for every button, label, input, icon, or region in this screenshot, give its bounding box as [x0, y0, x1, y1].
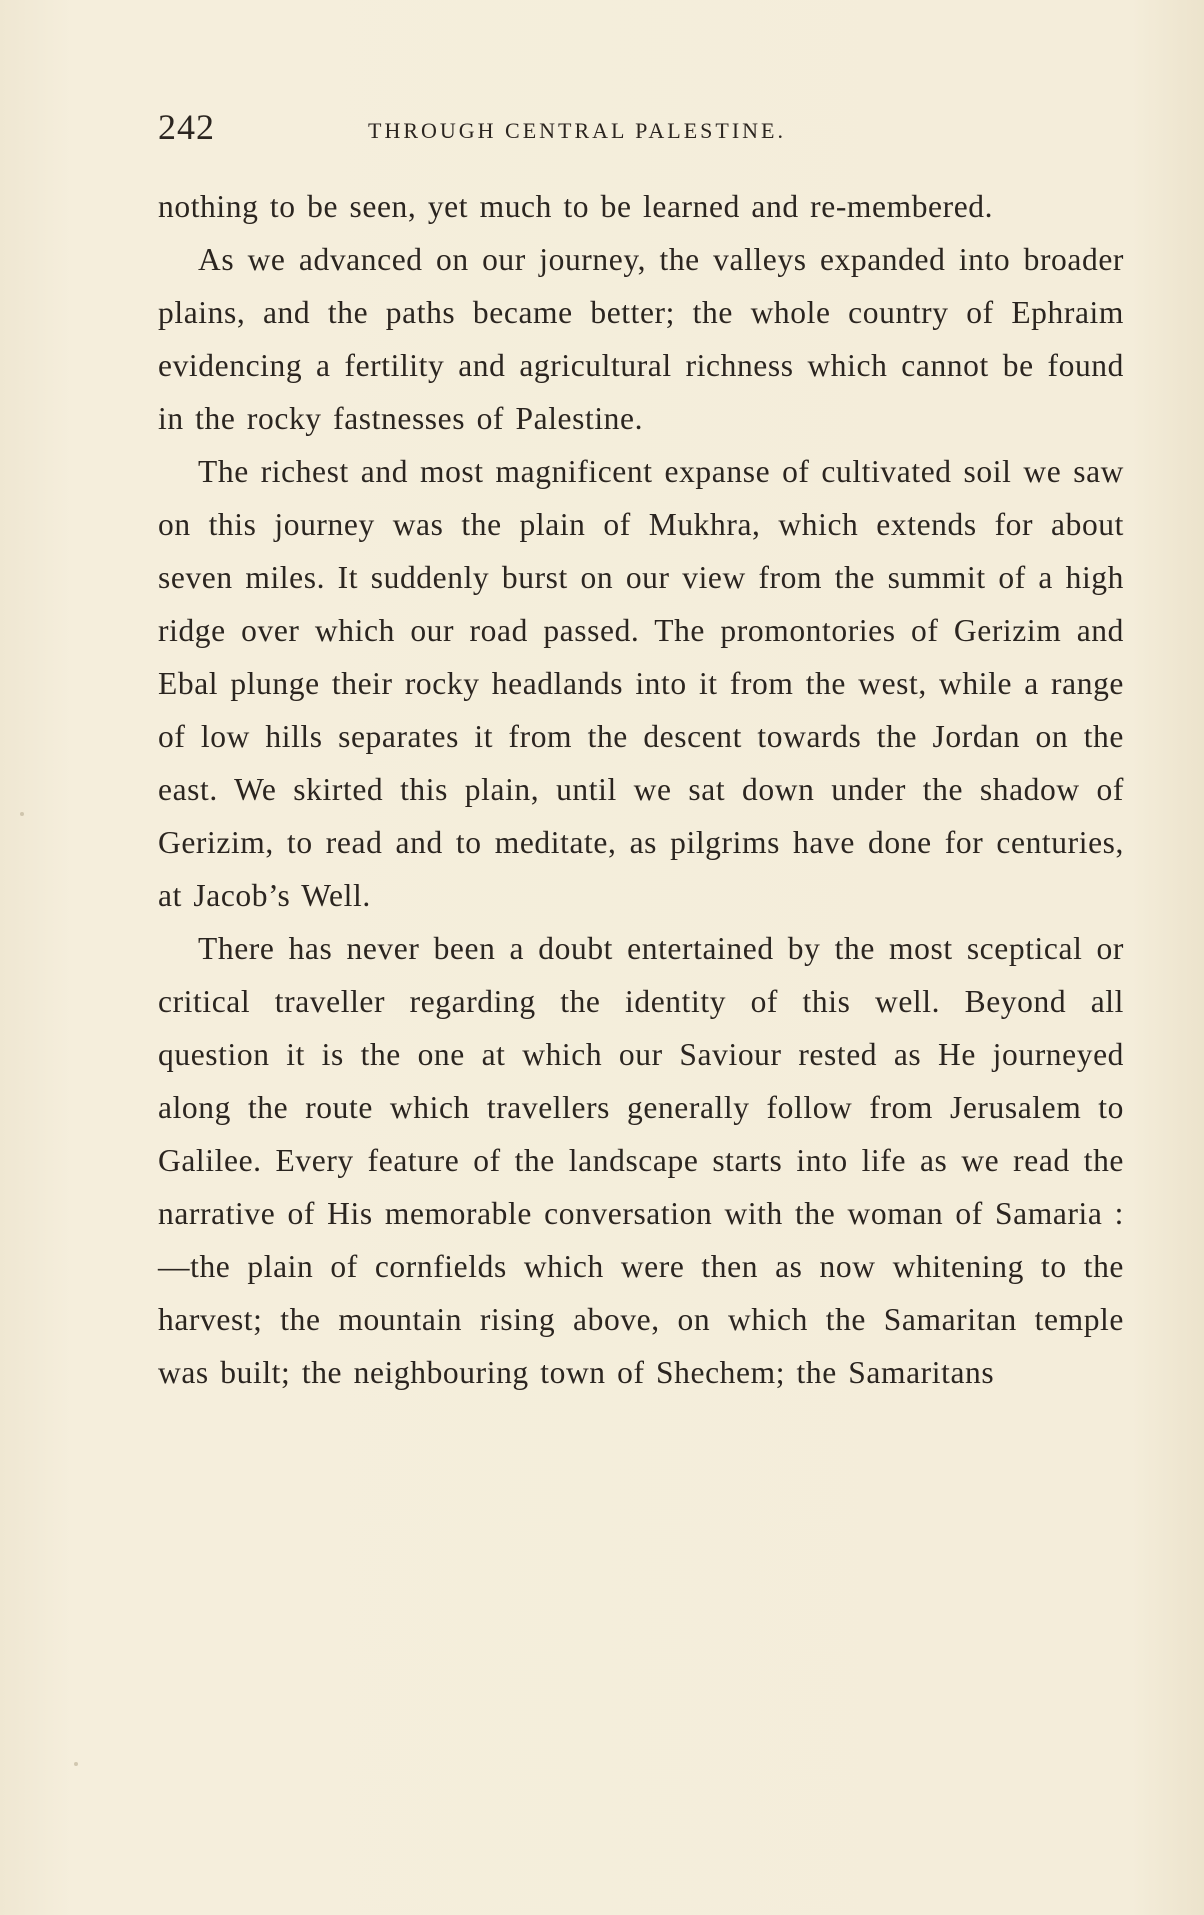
paragraph: The richest and most magnificent expanse of cultivated soil we saw on this journey was the plain of Mukhra, which extends for about seven miles. It suddenly burst on our view from the summit of a high ridge over which our road passed. The promontories of Gerizim and Ebal plunge their rocky headlands into it from the west, while a range of low hills separates it from the descent towards the Jordan on the east. We skirted this plain, until we sat down under the shadow of Gerizim, to read and to meditate, as pilgrims have done for centuries, at Jacob’s Well. [158, 454, 1124, 913]
page-header [158, 106, 1124, 156]
paper-speck [20, 812, 24, 816]
body-text [158, 180, 1124, 1399]
paragraph: nothing to be seen, yet much to be learned and re-membered. [158, 189, 994, 224]
paragraph: There has never been a doubt entertained by the most sceptical or critical traveller regarding the identity of this well. Beyond all question it is the one at which our Saviour rested as He journeyed along the route which travellers generally follow from Jerusalem to Galilee. Every feature of the landscape starts into life as we read the narrative of His memorable conversation with the woman of Samaria :—the plain of cornfields which were then as now whitening to the harvest; the mountain rising above, on which the Samaritan temple was built; the neighbouring town of Shechem; the Samaritans [158, 931, 1124, 1390]
paragraph: As we advanced on our journey, the valleys expanded into broader plains, and the paths became better; the whole country of Ephraim evidencing a fertility and agricultural richness which cannot be found in the rocky fastnesses of Palestine. [158, 242, 1124, 436]
running-title: THROUGH CENTRAL PALESTINE. [368, 118, 786, 143]
paper-speck [74, 1762, 78, 1766]
page-number: 242 [158, 107, 215, 147]
